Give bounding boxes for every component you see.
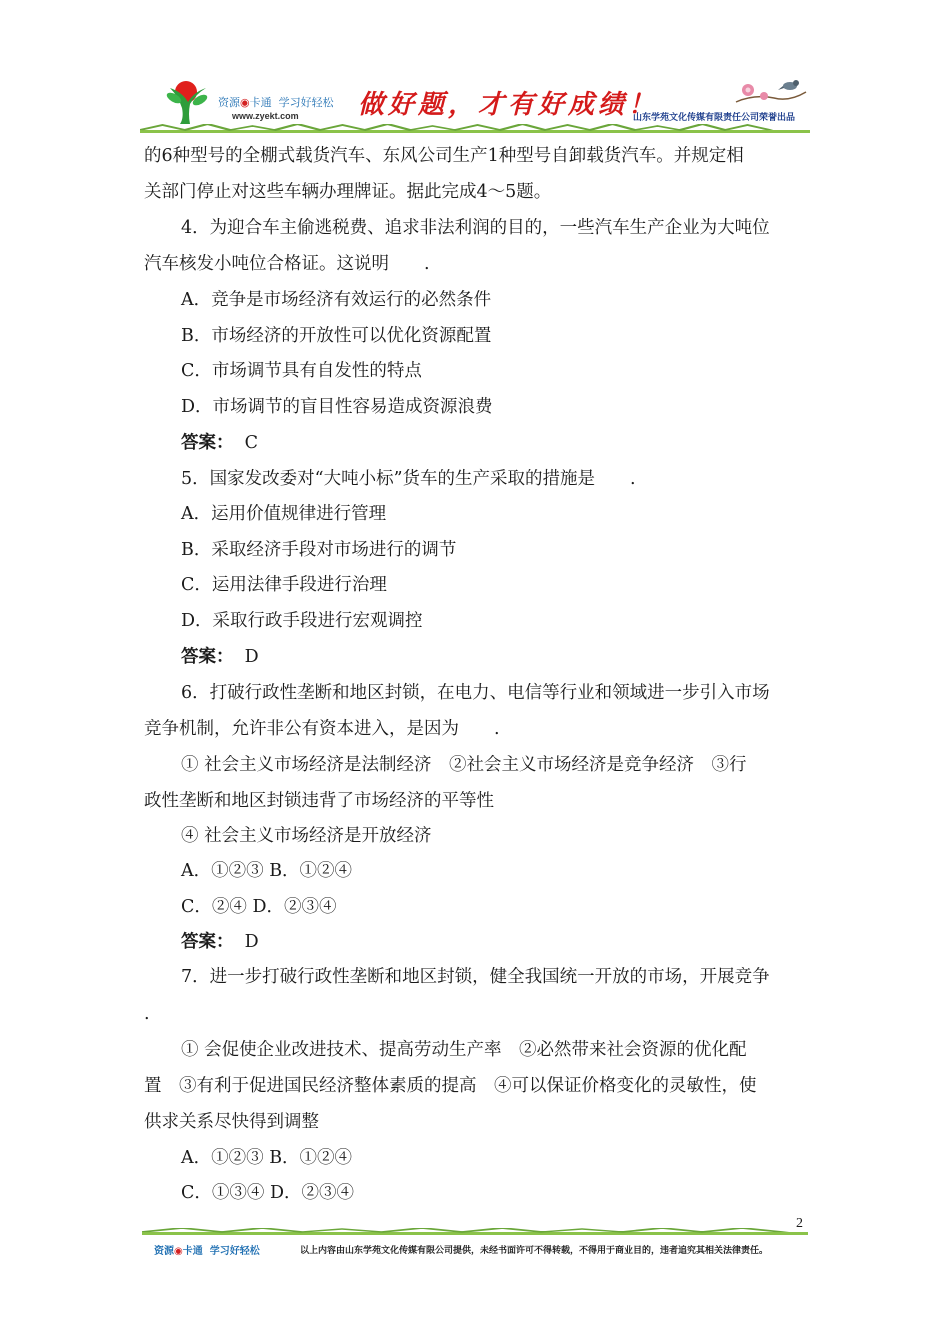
copyright-notice: 以上内容由山东学苑文化传媒有限公司提供，未经书面许可不得转载，不得用于商业目的，违者追究其相关法律责任。: [300, 1246, 769, 1256]
option-c: C．市场调节具有自发性的特点: [181, 361, 422, 381]
page-number: 2: [796, 1216, 803, 1231]
option-c: C．运用法律手段进行治理: [181, 575, 387, 595]
answer-value: C: [244, 433, 259, 453]
company-name: 山东学苑文化传媒有限责任公司荣誉出品: [633, 113, 796, 123]
text-line: 政性垄断和地区封锁违背了市场经济的平等性: [144, 791, 494, 811]
option-cd: C．②④ D．②③④: [181, 897, 337, 917]
text-line: .: [144, 1004, 150, 1024]
text-line: 置 ③有利于促进国民经济整体素质的提高 ④可以保证价格变化的灵敏性，使: [144, 1076, 757, 1096]
option-ab: A．①②③ B．①②④: [181, 1148, 353, 1168]
site-url: www.zyekt.com: [232, 111, 299, 121]
zyekt-logo: [160, 74, 212, 126]
text-line: 竞争机制，允许非公有资本进入，是因为 .: [144, 719, 500, 739]
question-5-stem: 5．国家发改委对“大吨小标”货车的生产采取的措施是 .: [181, 469, 636, 489]
statement-line: ④ 社会主义市场经济是开放经济: [181, 826, 432, 846]
text-line: 关部门停止对这些车辆办理牌证。据此完成4～5题。: [144, 182, 552, 202]
text-line: 汽车核发小吨位合格证。这说明 .: [144, 254, 430, 274]
question-4-stem: 4．为迎合车主偷逃税费、追求非法利润的目的，一些汽车生产企业为大吨位: [181, 218, 770, 238]
text-line: 供求关系尽快得到调整: [144, 1112, 319, 1132]
answer-value: D: [244, 647, 259, 667]
brand-text: 资源◉卡通 学习好轻松: [218, 96, 334, 109]
answer-label: 答案：: [181, 932, 234, 952]
question-6-stem: 6．打破行政性垄断和地区封锁，在电力、电信等行业和领域进一步引入市场: [181, 683, 770, 703]
answer-label: 答案：: [181, 433, 234, 453]
slogan: 做好题，才有好成绩！: [358, 90, 659, 120]
answer-value: D: [244, 932, 259, 952]
answer-line: [181, 645, 259, 669]
option-d: D．采取行政手段进行宏观调控: [181, 611, 423, 631]
option-cd: C．①③④ D．②③④: [181, 1183, 354, 1203]
footer-brand: 资源◉卡通 学习好轻松: [154, 1246, 260, 1257]
option-ab: A．①②③ B．①②④: [181, 861, 353, 881]
grass-divider: [142, 1228, 808, 1236]
option-b: B．采取经济手段对市场进行的调节: [181, 540, 457, 560]
flower-bird-decoration: [734, 72, 808, 110]
option-a: A．运用价值规律进行管理: [181, 504, 387, 524]
statement-line: ① 会促使企业改进技术、提高劳动生产率 ②必然带来社会资源的优化配: [181, 1040, 747, 1060]
question-7-stem: 7．进一步打破行政性垄断和地区封锁，健全我国统一开放的市场，开展竞争: [181, 967, 770, 987]
statement-line: ① 社会主义市场经济是法制经济 ②社会主义市场经济是竞争经济 ③行: [181, 755, 747, 775]
answer-line: [181, 930, 259, 954]
answer-line: [181, 431, 258, 455]
page-header: [140, 72, 810, 132]
answer-label: 答案：: [181, 647, 234, 667]
option-d: D．市场调节的盲目性容易造成资源浪费: [181, 397, 493, 417]
text-line: 的6种型号的全棚式载货汽车、东风公司生产1种型号自卸载货汽车。并规定相: [144, 146, 744, 166]
option-a: A．竞争是市场经济有效运行的必然条件: [181, 290, 492, 310]
option-b: B．市场经济的开放性可以优化资源配置: [181, 326, 492, 346]
grass-divider: [140, 124, 810, 134]
